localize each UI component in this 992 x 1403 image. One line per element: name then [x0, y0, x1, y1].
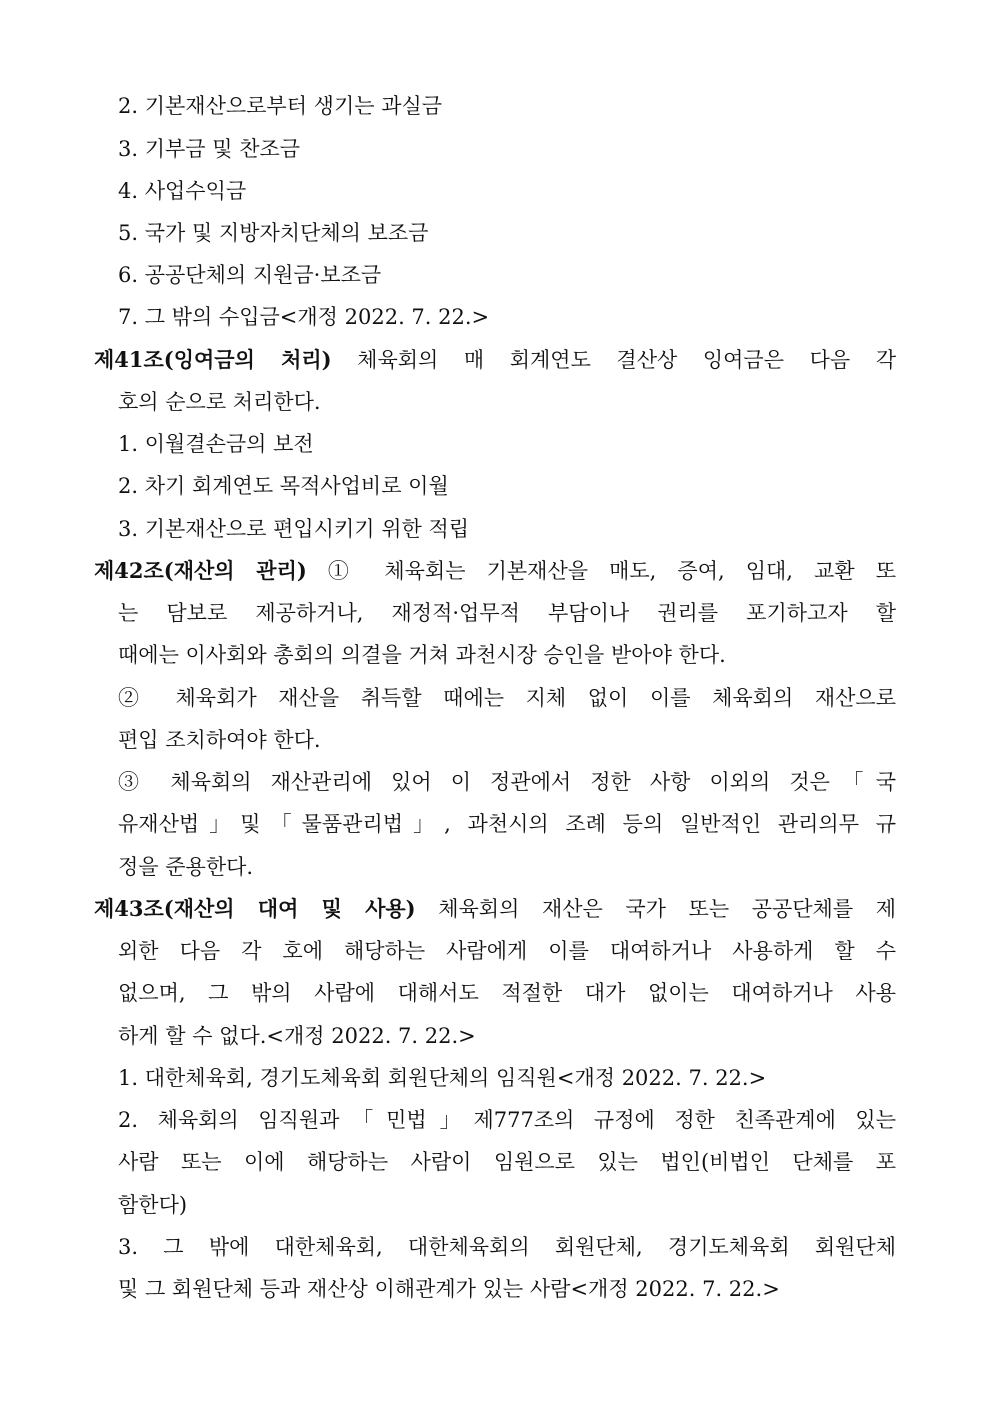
text-line [118, 849, 253, 885]
text-line [118, 257, 381, 293]
line-text: ② 체육회가 재산을 취득할 때에는 지체 없이 이를 체육회의 재산으로 [118, 686, 896, 710]
text-line [118, 299, 489, 335]
text-line [118, 1102, 896, 1138]
line-text: 1. 이월결손금의 보전 [118, 432, 314, 456]
text-line [118, 764, 896, 800]
line-text: 호의 순으로 처리한다. [118, 390, 321, 414]
line-text: 편입 조치하여야 한다. [118, 728, 321, 752]
line-text: 하게 할 수 없다.<개정 2022. 7. 22.> [118, 1024, 476, 1048]
line-text: 6. 공공단체의 지원금·보조금 [118, 263, 382, 287]
text-line [118, 933, 896, 969]
line-text: 3. 기본재산으로 편입시키기 위한 적립 [118, 517, 470, 541]
line-text: ① 체육회는 기본재산을 매도, 증여, 임대, 교환 또 [306, 559, 896, 583]
line-text: 2. 체육회의 임직원과「민법」제777조의 규정에 정한 친족관계에 있는 [118, 1108, 896, 1132]
line-text: 외한 다음 각 호에 해당하는 사람에게 이를 대여하거나 사용하게 할 수 [118, 939, 896, 963]
line-text: 7. 그 밖의 수입금<개정 2022. 7. 22.> [118, 305, 490, 329]
article-41-title: 제41조(잉여금의 처리) [94, 347, 332, 372]
text-line [118, 384, 321, 420]
line-text: 없으며, 그 밖의 사람에 대해서도 적절한 대가 없이는 대여하거나 사용 [118, 981, 896, 1005]
line-text: 2. 기본재산으로부터 생기는 과실금 [118, 94, 443, 118]
article-43-title: 제43조(재산의 대여 및 사용) [94, 896, 416, 921]
text-line [118, 173, 246, 209]
text-line [118, 975, 896, 1011]
article-42-line [94, 553, 896, 589]
line-text: 2. 차기 회계연도 목적사업비로 이월 [118, 474, 449, 498]
text-line [118, 215, 428, 251]
text-line [118, 1229, 896, 1265]
text-line [118, 468, 449, 504]
text-line [118, 680, 896, 716]
line-text: 사람 또는 이에 해당하는 사람이 임원으로 있는 법인(비법인 단체를 포 [118, 1150, 896, 1174]
line-text: 유재산법」및「물품관리법」, 과천시의 조례 등의 일반적인 관리의무 규 [118, 812, 896, 836]
article-42-title: 제42조(재산의 관리) [94, 558, 307, 583]
text-line [118, 806, 896, 842]
article-43-line [94, 891, 896, 927]
text-line [118, 1271, 780, 1307]
line-text: 및 그 회원단체 등과 재산상 이해관계가 있는 사람<개정 2022. 7. 22.> [118, 1277, 780, 1301]
text-line [118, 88, 442, 124]
line-text: 때에는 이사회와 총회의 의결을 거쳐 과천시장 승인을 받아야 한다. [118, 643, 726, 667]
article-41-line [94, 342, 896, 378]
text-line [118, 722, 321, 758]
line-text: 는 담보로 제공하거나, 재정적·업무적 부담이나 권리를 포기하고자 할 [118, 601, 896, 625]
text-line [118, 1187, 187, 1223]
line-text: 3. 기부금 및 찬조금 [118, 137, 301, 161]
text-line [118, 1018, 476, 1054]
line-text: 4. 사업수익금 [118, 179, 247, 203]
line-text: 함한다) [118, 1193, 188, 1217]
text-line [118, 1144, 896, 1180]
text-line [118, 426, 314, 462]
line-text: 5. 국가 및 지방자치단체의 보조금 [118, 221, 429, 245]
text-line [118, 511, 469, 547]
line-text: 3. 그 밖에 대한체육회, 대한체육회의 회원단체, 경기도체육회 회원단체 [118, 1235, 896, 1259]
line-text: 체육회의 매 회계연도 결산상 잉여금은 다음 각 [331, 348, 896, 372]
text-line [118, 637, 726, 673]
line-text: 정을 준용한다. [118, 855, 254, 879]
line-text: ③ 체육회의 재산관리에 있어 이 정관에서 정한 사항 이외의 것은「국 [118, 770, 896, 794]
line-text: 체육회의 재산은 국가 또는 공공단체를 제 [415, 897, 896, 921]
text-line [118, 595, 896, 631]
line-text: 1. 대한체육회, 경기도체육회 회원단체의 임직원<개정 2022. 7. 22.> [118, 1066, 767, 1090]
text-line [118, 1060, 766, 1096]
text-line [118, 131, 300, 167]
